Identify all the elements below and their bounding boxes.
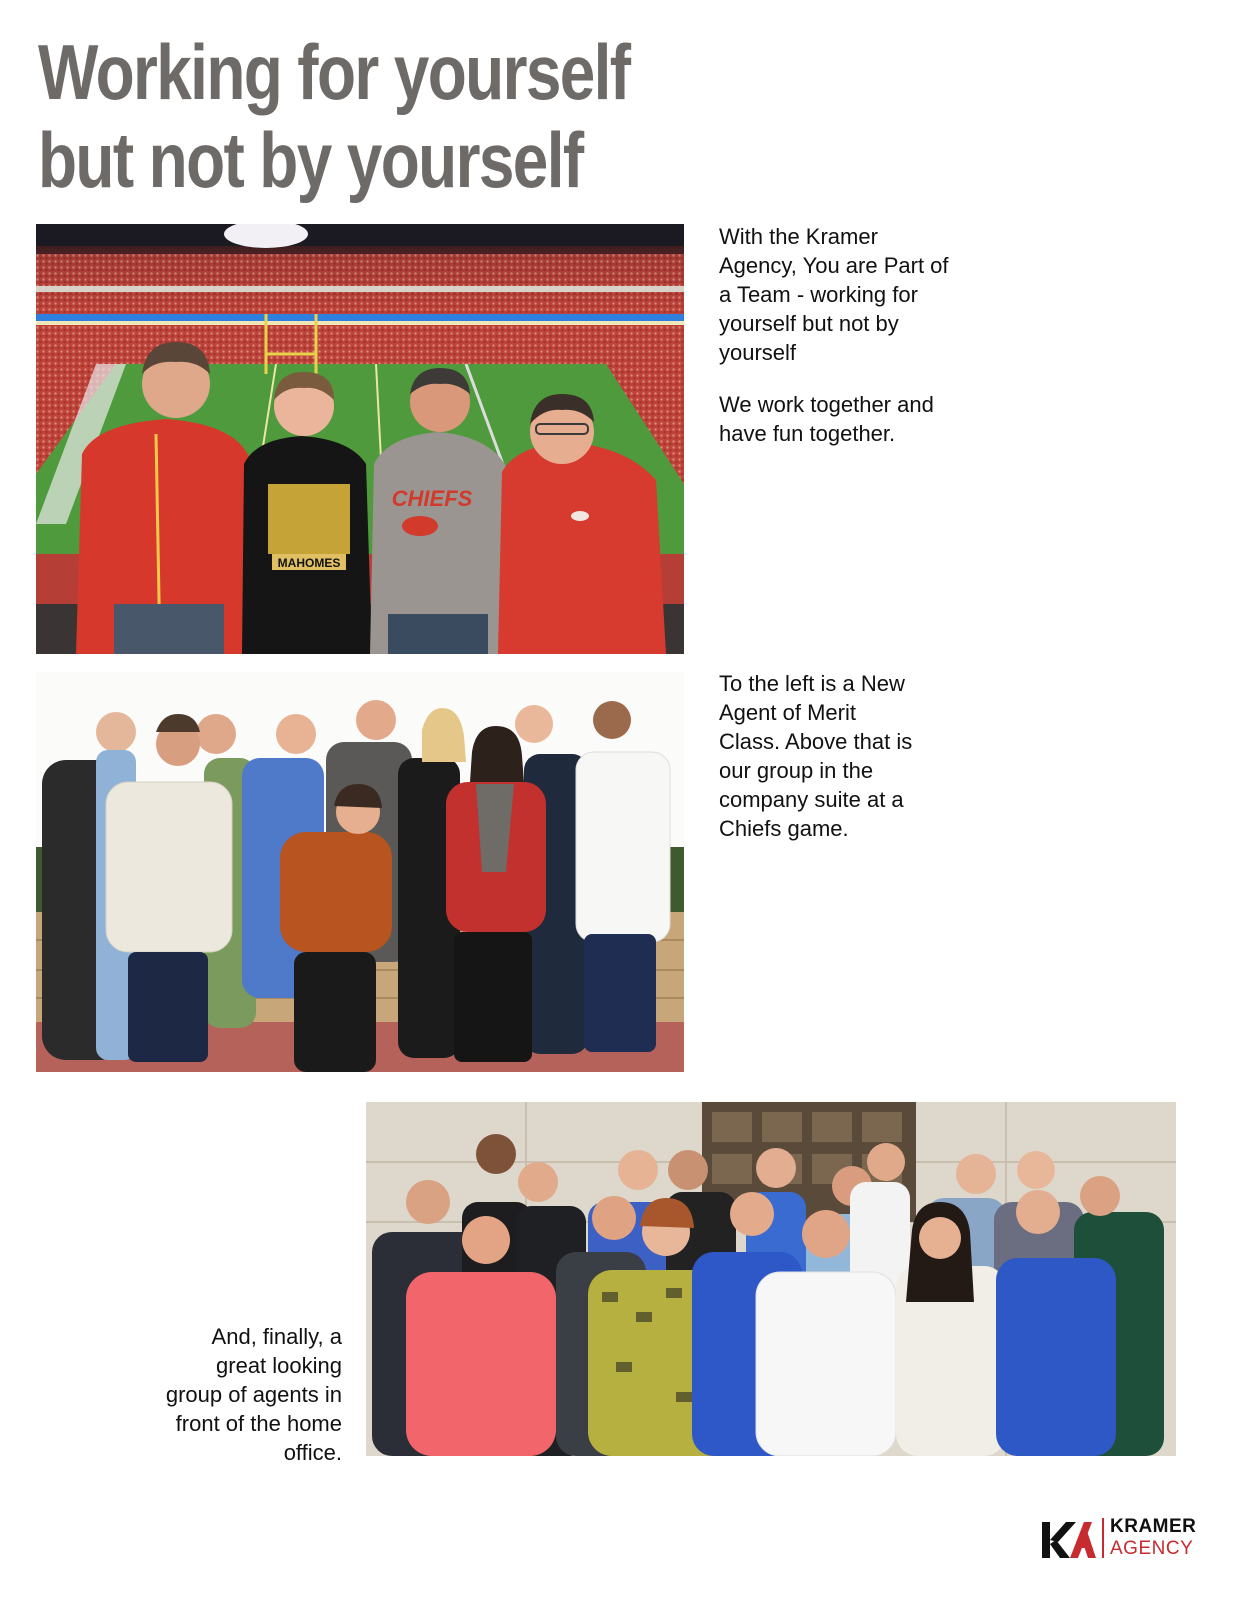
home-office-caption bbox=[160, 1322, 342, 1467]
logo-word-kramer: KRAMER bbox=[1110, 1516, 1197, 1537]
logo-word-agency: AGENCY bbox=[1110, 1538, 1194, 1559]
jersey-print-text: MAHOMES bbox=[277, 556, 341, 570]
stadium-photo bbox=[36, 224, 684, 654]
headline-line-2: but not by yourself bbox=[38, 116, 583, 204]
intro-paragraph-2: We work together and have fun together. bbox=[719, 392, 934, 446]
merit-class-caption-text: To the left is a New Agent of Merit Class. Above that is our group in the company suite at a Chiefs game. bbox=[719, 671, 913, 841]
home-office-photo bbox=[366, 1102, 1176, 1456]
ka-monogram-icon bbox=[1040, 1520, 1098, 1560]
merit-class-caption bbox=[719, 669, 915, 843]
chiefs-shirt-text: CHIEFS bbox=[391, 486, 473, 511]
merit-class-photo bbox=[36, 672, 684, 1072]
intro-paragraph-1: With the Kramer Agency, You are Part of a Team - working for yourself but not by yourself bbox=[719, 224, 949, 365]
intro-copy bbox=[719, 222, 951, 448]
home-office-caption-text: And, finally, a great looking group of agents in front of the home office. bbox=[165, 1324, 342, 1465]
logo-divider bbox=[1102, 1518, 1104, 1558]
kramer-agency-logo bbox=[1040, 1516, 1200, 1562]
page-headline bbox=[38, 28, 629, 204]
headline-line-1: Working for yourself bbox=[38, 28, 630, 116]
